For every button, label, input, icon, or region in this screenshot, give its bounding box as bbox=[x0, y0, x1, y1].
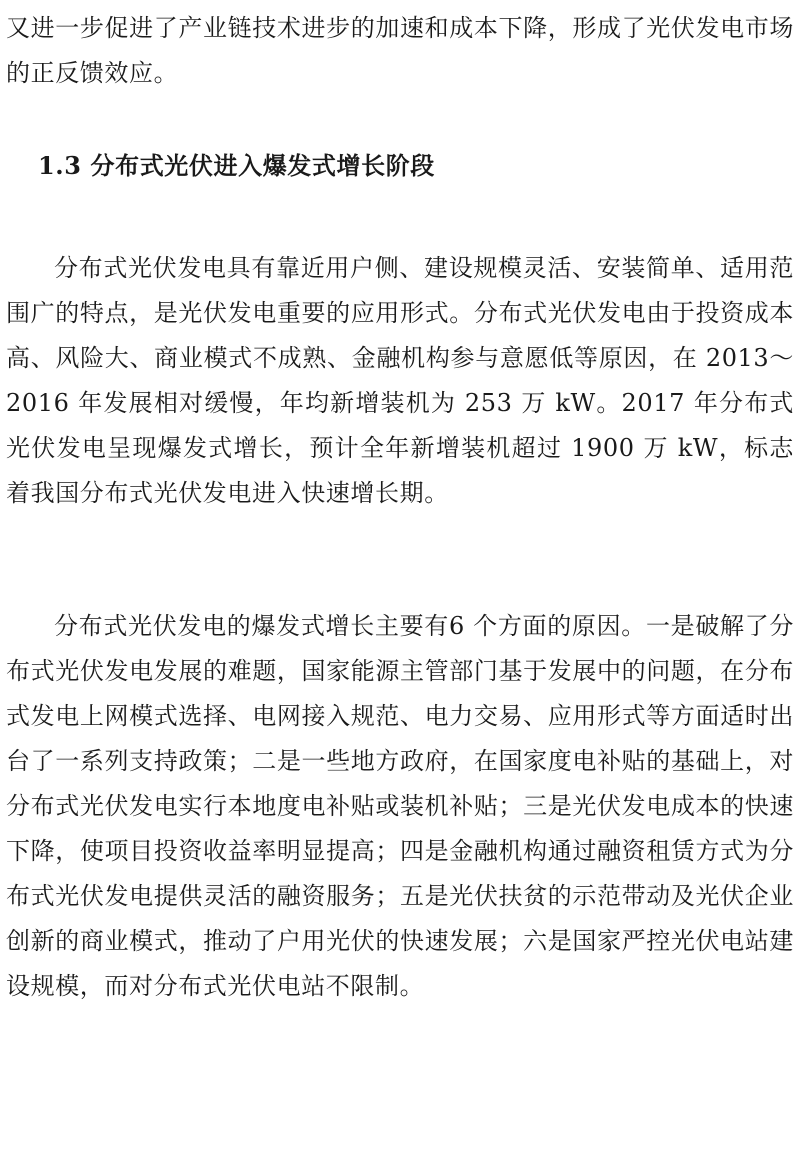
intro-paragraph: 又进一步促进了产业链技术进步的加速和成本下降，形成了光伏发电市场的正反馈效应。 bbox=[6, 14, 794, 87]
paragraph-distributed-pv-features: 分布式光伏发电具有靠近用户侧、建设规模灵活、安装简单、适用范围广的特点，是光伏发电重要的应用形式。分布式光伏发电由于投资成本高、风险大、商业模式不成熟、金融机构参与意愿低等原因，在 2013～2016 年发展相对缓慢，年均新增装机为 253 万 kW。2017 年分布式光伏发电呈现爆发式增长，预计全年新增装机超过 1900 万 kW，标志着我国分布式光伏发电进入快速增长期。 bbox=[6, 254, 794, 507]
paragraph-growth-reasons: 分布式光伏发电的爆发式增长主要有6 个方面的原因。一是破解了分布式光伏发电发展的难题，国家能源主管部门基于发展中的问题，在分布式发电上网模式选择、电网接入规范、电力交易、应用形式等方面适时出台了一系列支持政策；二是一些地方政府，在国家度电补贴的基础上，对分布式光伏发电实行本地度电补贴或装机补贴；三是光伏发电成本的快速下降，使项目投资收益率明显提高；四是金融机构通过融资租赁方式为分布式光伏发电提供灵活的融资服务；五是光伏扶贫的示范带动及光伏企业创新的商业模式，推动了户用光伏的快速发展；六是国家严控光伏电站建设规模，而对分布式光伏电站不限制。 bbox=[6, 612, 794, 1000]
section-heading: 1.3 分布式光伏进入爆发式增长阶段 bbox=[38, 151, 435, 180]
